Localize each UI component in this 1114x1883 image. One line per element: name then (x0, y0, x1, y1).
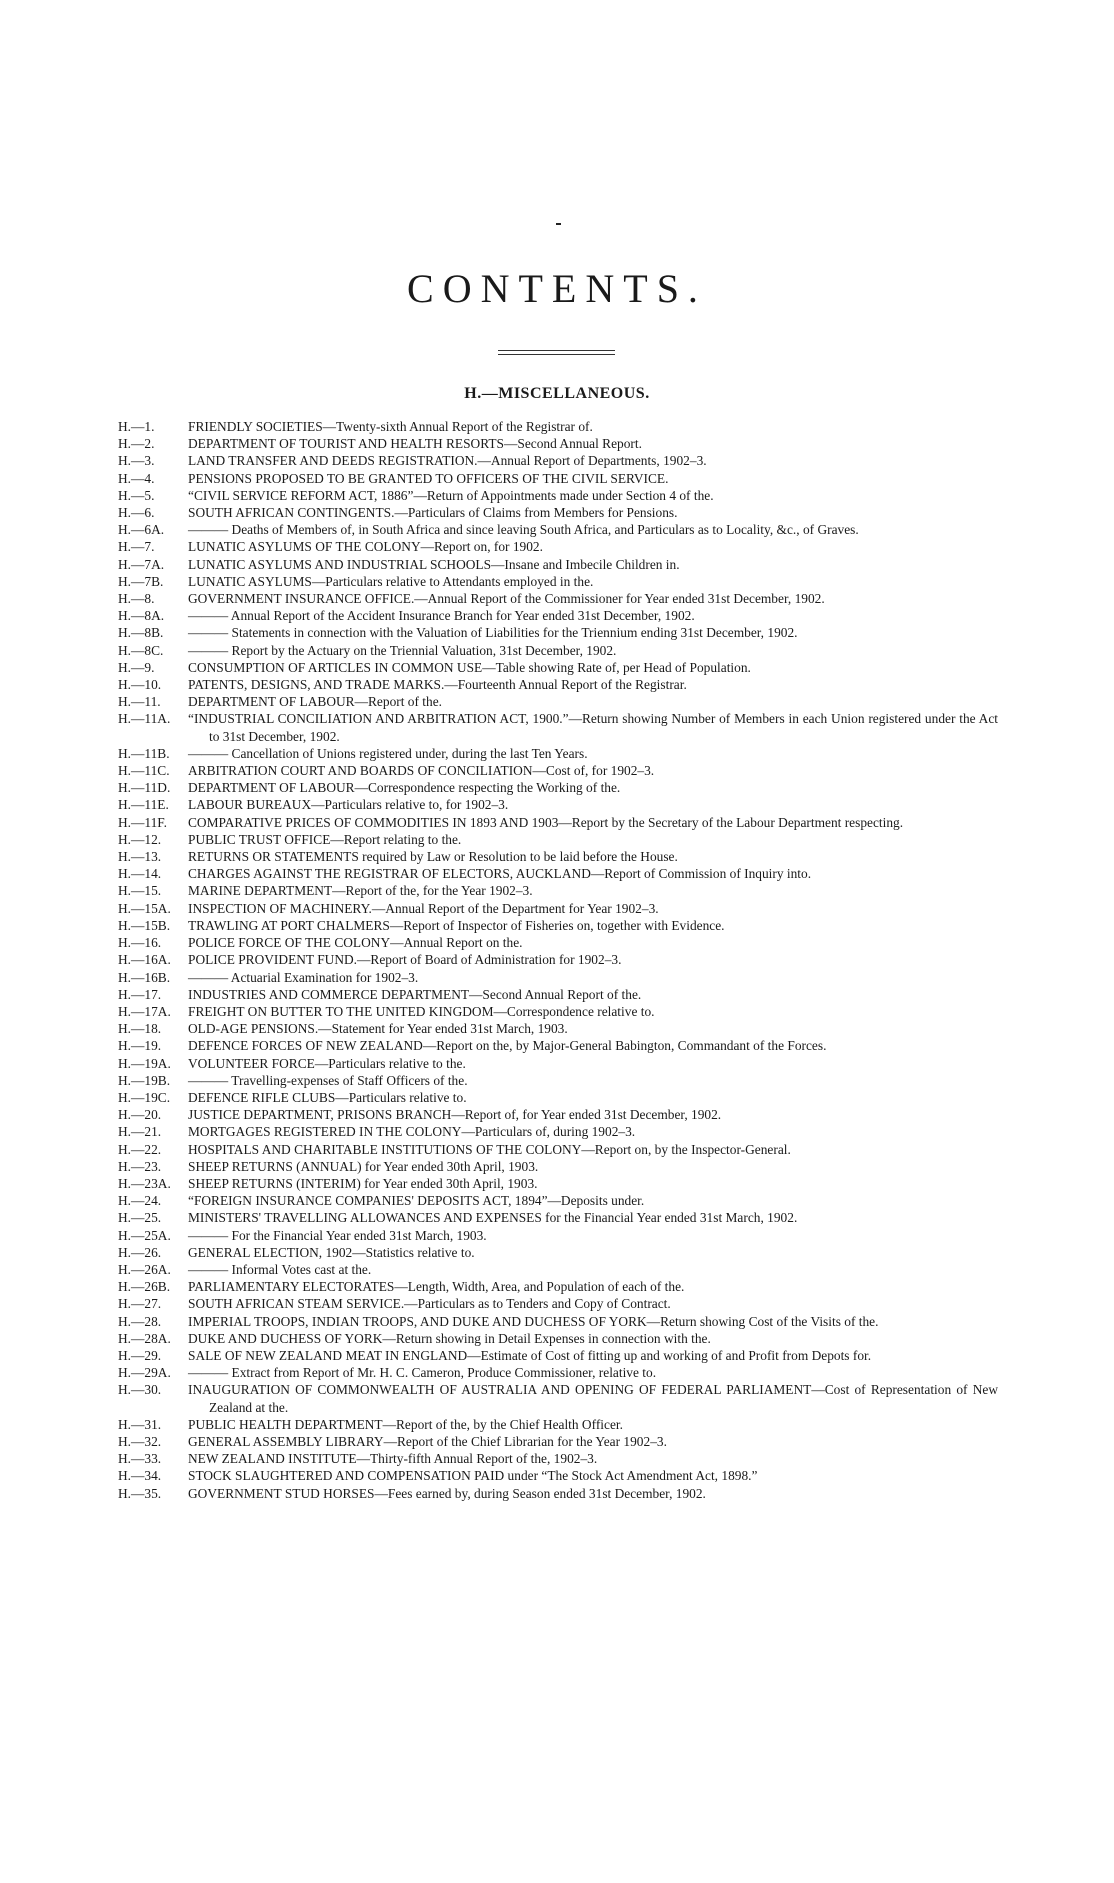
contents-entry (118, 1381, 998, 1415)
entry-text: INDUSTRIES AND COMMERCE DEPARTMENT—Second Annual Report of the. (188, 986, 642, 1002)
contents-entry (118, 1192, 998, 1209)
entry-text: ——— Travelling-expenses of Staff Officers of the. (188, 1072, 468, 1088)
entry-text: SOUTH AFRICAN STEAM SERVICE.—Particulars as to Tenders and Copy of Contract. (188, 1296, 671, 1312)
contents-entry (118, 865, 998, 882)
entry-code: H.—11A. (118, 711, 171, 727)
entry-text: GOVERNMENT STUD HORSES—Fees earned by, during Season ended 31st December, 1902. (188, 1485, 706, 1501)
entry-text: FREIGHT ON BUTTER TO THE UNITED KINGDOM—Correspondence relative to. (188, 1003, 655, 1019)
entry-text: SHEEP RETURNS (INTERIM) for Year ended 30th April, 1903. (188, 1175, 538, 1191)
contents-entry (118, 986, 998, 1003)
contents-entry (118, 1261, 998, 1278)
entry-text: ——— Annual Report of the Accident Insurance Branch for Year ended 31st December, 1902. (188, 608, 695, 624)
entry-text: PATENTS, DESIGNS, AND TRADE MARKS.—Fourteenth Annual Report of the Registrar. (188, 677, 687, 693)
entry-code: H.—25. (118, 1210, 162, 1226)
contents-entry (118, 917, 998, 934)
entry-code: H.—29. (118, 1347, 162, 1363)
entry-text: INSPECTION OF MACHINERY.—Annual Report of the Department for Year 1902–3. (188, 900, 659, 916)
contents-entry (118, 762, 998, 779)
entry-text: GOVERNMENT INSURANCE OFFICE.—Annual Report of the Commissioner for Year ended 31st December, 1902. (188, 591, 825, 607)
entry-code: H.—11E. (118, 797, 169, 813)
contents-entry (118, 1244, 998, 1261)
contents-entry (118, 1295, 998, 1312)
entry-text: SALE OF NEW ZEALAND MEAT IN ENGLAND—Estimate of Cost of fitting up and working of and Profit from Depots for. (188, 1347, 872, 1363)
entry-code: H.—35. (118, 1485, 162, 1501)
entry-code: H.—6. (118, 505, 155, 521)
contents-entry (118, 1227, 998, 1244)
contents-entry (118, 590, 998, 607)
entry-text: CONSUMPTION OF ARTICLES IN COMMON USE—Table showing Rate of, per Head of Population. (188, 659, 751, 675)
entry-text: DEPARTMENT OF TOURIST AND HEALTH RESORTS—Second Annual Report. (188, 436, 642, 452)
entry-text: LABOUR BUREAUX—Particulars relative to, for 1902–3. (188, 797, 509, 813)
contents-entry (118, 1467, 998, 1484)
title-rule-top (498, 350, 615, 351)
entry-text: PUBLIC HEALTH DEPARTMENT—Report of the, by the Chief Health Officer. (188, 1416, 623, 1432)
entry-text: INAUGURATION OF COMMONWEALTH OF AUSTRALIA AND OPENING OF FEDERAL PARLIAMENT—Cost of Representation of New Zealand at the. (188, 1382, 998, 1415)
contents-entry (118, 1278, 998, 1295)
contents-entry (118, 831, 998, 848)
contents-entry (118, 1347, 998, 1364)
contents-entry (118, 676, 998, 693)
entry-text: DEPARTMENT OF LABOUR—Correspondence respecting the Working of the. (188, 780, 621, 796)
contents-entry (118, 435, 998, 452)
contents-entry (118, 934, 998, 951)
entry-code: H.—16B. (118, 969, 171, 985)
entry-text: VOLUNTEER FORCE—Particulars relative to the. (188, 1055, 466, 1071)
entry-code: H.—28A. (118, 1330, 171, 1346)
contents-entry (118, 1003, 998, 1020)
contents-entry (118, 1209, 998, 1226)
printer-mark (556, 223, 561, 225)
entry-text: “CIVIL SERVICE REFORM ACT, 1886”—Return of Appointments made under Section 4 of the. (188, 487, 714, 503)
entry-code: H.—8C. (118, 642, 164, 658)
contents-entry (118, 538, 998, 555)
contents-entry (118, 1123, 998, 1140)
entry-code: H.—17A. (118, 1003, 171, 1019)
entry-text: POLICE PROVIDENT FUND.—Report of Board of Administration for 1902–3. (188, 952, 622, 968)
entry-code: H.—11F. (118, 814, 168, 830)
contents-entry (118, 900, 998, 917)
entry-text: ——— For the Financial Year ended 31st March, 1903. (188, 1227, 487, 1243)
contents-entry (118, 573, 998, 590)
entry-text: ——— Informal Votes cast at the. (188, 1261, 372, 1277)
entry-code: H.—22. (118, 1141, 162, 1157)
entry-text: MORTGAGES REGISTERED IN THE COLONY—Particulars of, during 1902–3. (188, 1124, 636, 1140)
entry-code: H.—7B. (118, 573, 164, 589)
entry-text: DEFENCE FORCES OF NEW ZEALAND—Report on the, by Major-General Babington, Commandant of the Forces. (188, 1038, 827, 1054)
page-title: CONTENTS. (407, 266, 707, 311)
entry-code: H.—11D. (118, 780, 171, 796)
entry-code: H.—3. (118, 453, 155, 469)
contents-entry (118, 1037, 998, 1054)
entry-text: MINISTERS' TRAVELLING ALLOWANCES AND EXPENSES for the Financial Year ended 31st March, 1902. (188, 1210, 798, 1226)
entry-text: ——— Statements in connection with the Valuation of Liabilities for the Triennium ending 31st December, 1902. (188, 625, 798, 641)
contents-entry (118, 624, 998, 641)
section-heading: H.—MISCELLANEOUS. (464, 385, 650, 402)
entry-code: H.—34. (118, 1468, 162, 1484)
contents-entry (118, 1055, 998, 1072)
contents-entry (118, 1330, 998, 1347)
contents-list (118, 418, 998, 1502)
entry-code: H.—21. (118, 1124, 162, 1140)
entry-code: H.—26B. (118, 1279, 171, 1295)
contents-entry (118, 1416, 998, 1433)
contents-entry (118, 487, 998, 504)
entry-code: H.—7A. (118, 556, 165, 572)
entry-text: JUSTICE DEPARTMENT, PRISONS BRANCH—Report of, for Year ended 31st December, 1902. (188, 1107, 722, 1123)
entry-text: TRAWLING AT PORT CHALMERS—Report of Inspector of Fisheries on, together with Evidence. (188, 917, 725, 933)
entry-text: DUKE AND DUCHESS OF YORK—Return showing in Detail Expenses in connection with the. (188, 1330, 711, 1346)
entry-code: H.—15A. (118, 900, 171, 916)
entry-text: MARINE DEPARTMENT—Report of the, for the Year 1902–3. (188, 883, 533, 899)
contents-entry (118, 607, 998, 624)
contents-entry (118, 470, 998, 487)
entry-text: HOSPITALS AND CHARITABLE INSTITUTIONS OF THE COLONY—Report on, by the Inspector-General. (188, 1141, 791, 1157)
contents-entry (118, 1020, 998, 1037)
entry-code: H.—32. (118, 1433, 162, 1449)
contents-entry (118, 1485, 998, 1502)
entry-code: H.—15. (118, 883, 162, 899)
entry-text: ——— Cancellation of Unions registered under, during the last Ten Years. (188, 745, 588, 761)
entry-code: H.—15B. (118, 917, 171, 933)
entry-text: SHEEP RETURNS (ANNUAL) for Year ended 30th April, 1903. (188, 1158, 539, 1174)
entry-text: OLD-AGE PENSIONS.—Statement for Year ended 31st March, 1903. (188, 1021, 568, 1037)
entry-code: H.—7. (118, 539, 155, 555)
entry-text: COMPARATIVE PRICES OF COMMODITIES IN 1893 AND 1903—Report by the Secretary of the Labour Department respecting. (188, 814, 904, 830)
entry-code: H.—18. (118, 1021, 162, 1037)
entry-text: ARBITRATION COURT AND BOARDS OF CONCILIATION—Cost of, for 1902–3. (188, 763, 655, 779)
contents-entry (118, 1433, 998, 1450)
entry-code: H.—1. (118, 419, 155, 434)
entry-text: POLICE FORCE OF THE COLONY—Annual Report on the. (188, 935, 523, 951)
contents-entry (118, 1313, 998, 1330)
entry-text: DEPARTMENT OF LABOUR—Report of the. (188, 694, 442, 710)
entry-code: H.—26A. (118, 1261, 171, 1277)
entry-text: PUBLIC TRUST OFFICE—Report relating to the. (188, 831, 462, 847)
entry-code: H.—14. (118, 866, 162, 882)
entry-code: H.—33. (118, 1451, 162, 1467)
entry-code: H.—4. (118, 470, 155, 486)
entry-code: H.—13. (118, 849, 162, 865)
entry-code: H.—16A. (118, 952, 171, 968)
entry-code: H.—23. (118, 1158, 162, 1174)
contents-entry (118, 504, 998, 521)
entry-text: STOCK SLAUGHTERED AND COMPENSATION PAID under “The Stock Act Amendment Act, 1898.” (188, 1468, 758, 1484)
entry-code: H.—19A. (118, 1055, 171, 1071)
contents-entry (118, 779, 998, 796)
entry-code: H.—11C. (118, 763, 170, 779)
entry-text: IMPERIAL TROOPS, INDIAN TROOPS, AND DUKE AND DUCHESS OF YORK—Return showing Cost of the Visits of the. (188, 1313, 879, 1329)
contents-entry (118, 745, 998, 762)
entry-code: H.—19. (118, 1038, 162, 1054)
entry-text: ——— Report by the Actuary on the Triennial Valuation, 31st December, 1902. (188, 642, 617, 658)
contents-entry (118, 1141, 998, 1158)
contents-entry (118, 710, 998, 744)
entry-code: H.—19C. (118, 1089, 171, 1105)
entry-code: H.—12. (118, 831, 162, 847)
entry-code: H.—25A. (118, 1227, 171, 1243)
entry-text: LAND TRANSFER AND DEEDS REGISTRATION.—Annual Report of Departments, 1902–3. (188, 453, 707, 469)
contents-entry (118, 1175, 998, 1192)
entry-text: GENERAL ASSEMBLY LIBRARY—Report of the Chief Librarian for the Year 1902–3. (188, 1433, 667, 1449)
entry-code: H.—24. (118, 1193, 162, 1209)
contents-entry (118, 1364, 998, 1381)
entry-text: PENSIONS PROPOSED TO BE GRANTED TO OFFICERS OF THE CIVIL SERVICE. (188, 470, 669, 486)
entry-code: H.—16. (118, 935, 162, 951)
entry-code: H.—19B. (118, 1072, 171, 1088)
entry-code: H.—9. (118, 659, 155, 675)
contents-entry (118, 1089, 998, 1106)
entry-code: H.—6A. (118, 522, 165, 538)
entry-text: ——— Deaths of Members of, in South Africa and since leaving South Africa, and Particulars as to Locality, &c., of Graves. (188, 522, 859, 538)
entry-code: H.—10. (118, 677, 162, 693)
entry-text: ——— Extract from Report of Mr. H. C. Cameron, Produce Commissioner, relative to. (188, 1365, 657, 1381)
entry-text: CHARGES AGAINST THE REGISTRAR OF ELECTORS, AUCKLAND—Report of Commission of Inquiry into. (188, 866, 812, 882)
entry-text: SOUTH AFRICAN CONTINGENTS.—Particulars of Claims from Members for Pensions. (188, 505, 678, 521)
entry-code: H.—5. (118, 487, 155, 503)
contents-entry (118, 659, 998, 676)
contents-entry (118, 642, 998, 659)
entry-code: H.—23A. (118, 1175, 171, 1191)
contents-entry (118, 1072, 998, 1089)
entry-code: H.—2. (118, 436, 155, 452)
contents-entry (118, 418, 998, 435)
entry-text: FRIENDLY SOCIETIES—Twenty-sixth Annual Report of the Registrar of. (188, 419, 593, 434)
entry-text: “INDUSTRIAL CONCILIATION AND ARBITRATION ACT, 1900.”—Return showing Number of Members in each Union registered under the Act to 31st December, 1902. (188, 711, 998, 744)
entry-code: H.—28. (118, 1313, 162, 1329)
entry-text: GENERAL ELECTION, 1902—Statistics relative to. (188, 1244, 475, 1260)
contents-entry (118, 1450, 998, 1467)
entry-text: “FOREIGN INSURANCE COMPANIES' DEPOSITS ACT, 1894”—Deposits under. (188, 1193, 645, 1209)
entry-code: H.—26. (118, 1244, 162, 1260)
entry-code: H.—31. (118, 1416, 162, 1432)
contents-entry (118, 969, 998, 986)
entry-code: H.—8A. (118, 608, 165, 624)
entry-text: LUNATIC ASYLUMS—Particulars relative to Attendants employed in the. (188, 573, 594, 589)
entry-code: H.—8. (118, 591, 155, 607)
entry-code: H.—27. (118, 1296, 162, 1312)
entry-code: H.—30. (118, 1382, 162, 1398)
contents-entry (118, 1106, 998, 1123)
entry-code: H.—11B. (118, 745, 170, 761)
entry-code: H.—20. (118, 1107, 162, 1123)
contents-entry (118, 814, 998, 831)
contents-entry (118, 848, 998, 865)
contents-entry (118, 452, 998, 469)
entry-code: H.—8B. (118, 625, 164, 641)
entry-text: DEFENCE RIFLE CLUBS—Particulars relative to. (188, 1089, 467, 1105)
contents-entry (118, 1158, 998, 1175)
entry-code: H.—11. (118, 694, 161, 710)
contents-entry (118, 556, 998, 573)
entry-text: PARLIAMENTARY ELECTORATES—Length, Width, Area, and Population of each of the. (188, 1279, 685, 1295)
entry-text: ——— Actuarial Examination for 1902–3. (188, 969, 419, 985)
contents-entry (118, 521, 998, 538)
contents-entry (118, 882, 998, 899)
title-rule-bottom (498, 354, 615, 355)
entry-text: LUNATIC ASYLUMS AND INDUSTRIAL SCHOOLS—Insane and Imbecile Children in. (188, 556, 680, 572)
entry-code: H.—17. (118, 986, 162, 1002)
entry-text: RETURNS OR STATEMENTS required by Law or Resolution to be laid before the House. (188, 849, 678, 865)
entry-text: NEW ZEALAND INSTITUTE—Thirty-fifth Annual Report of the, 1902–3. (188, 1451, 598, 1467)
contents-entry (118, 796, 998, 813)
entry-code: H.—29A. (118, 1365, 171, 1381)
contents-entry (118, 951, 998, 968)
contents-entry (118, 693, 998, 710)
entry-text: LUNATIC ASYLUMS OF THE COLONY—Report on, for 1902. (188, 539, 543, 555)
